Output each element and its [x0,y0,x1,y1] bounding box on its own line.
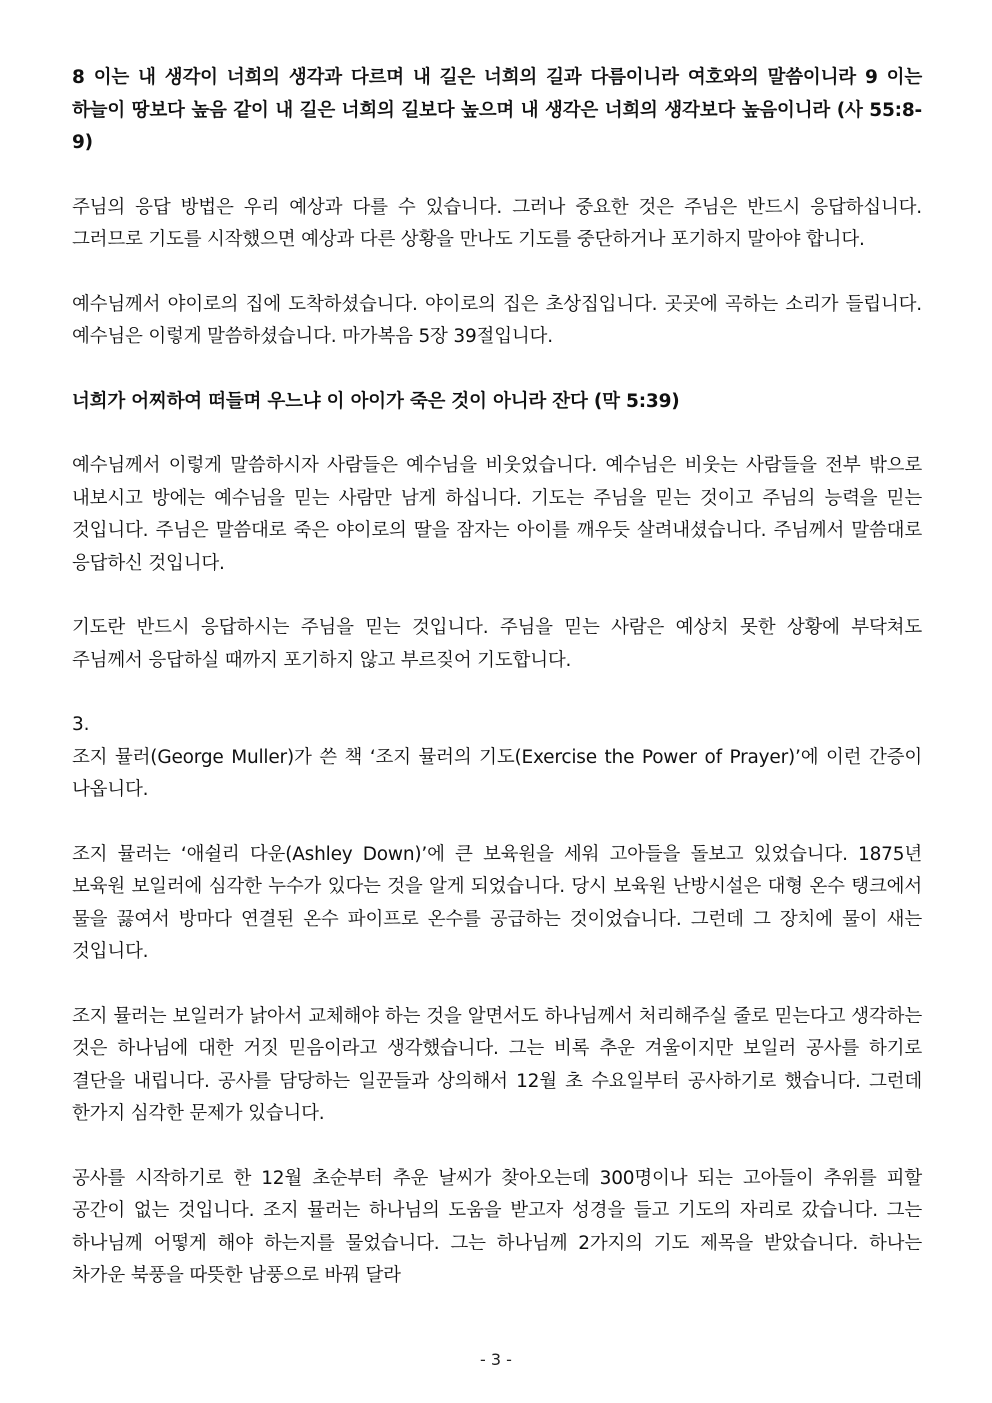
body-paragraph: 예수님께서 야이로의 집에 도착하셨습니다. 야이로의 집은 초상집입니다. 곳곳에 곡하는 소리가 들립니다. 예수님은 이렇게 말씀하셨습니다. 마가복음 5장 39절입니다. [72,293,922,347]
document-body [72,62,922,1325]
body-paragraph: 조지 뮬러는 ‘애쉴리 다운(Ashley Down)’에 큰 보육원을 세워 고아들을 돌보고 있었습니다. 1875년 보육원 보일러에 심각한 누수가 있다는 것을 알게 되었습니다. 당시 보육원 난방시설은 대형 온수 탱크에서 물을 끓여서 방마다 연결된 온수 파이프로 온수를 공급하는 것이었습니다. 그런데 그 장치에 물이 새는 것입니다. [72,843,922,962]
body-paragraph: 기도란 반드시 응답하시는 주님을 믿는 것입니다. 주님을 믿는 사람은 예상치 못한 상황에 부닥쳐도 주님께서 응답하실 때까지 포기하지 않고 부르짖어 기도합니다. [72,617,922,671]
page-number: - 3 - [480,1350,512,1369]
body-paragraph: 예수님께서 이렇게 말씀하시자 사람들은 예수님을 비웃었습니다. 예수님은 비웃는 사람들을 전부 밖으로 내보시고 방에는 예수님을 믿는 사람만 남게 하십니다. 기도는 주님을 믿는 것이고 주님의 능력을 믿는 것입니다. 주님은 말씀대로 죽은 야이로의 딸을 잠자는 아이를 깨우듯 살려내셨습니다. 주님께서 말씀대로 응답하신 것입니다. [72,455,922,574]
body-paragraph: 주님의 응답 방법은 우리 예상과 다를 수 있습니다. 그러나 중요한 것은 주님은 반드시 응답하십니다. 그러므로 기도를 시작했으면 예상과 다른 상황을 만나도 기도를 중단하거나 포기하지 말아야 합니다. [72,196,922,250]
scripture-quote-isaiah: 8 이는 내 생각이 너희의 생각과 다르며 내 길은 너희의 길과 다름이니라 여호와의 말씀이니라 9 이는 하늘이 땅보다 높음 같이 내 길은 너희의 길보다 높으며 내 생각은 너희의 생각보다 높음이니라 (사 55:8-9) [72,67,922,153]
section-text: 조지 뮬러(George Muller)가 쓴 책 ‘조지 뮬러의 기도(Exercise the Power of Prayer)’에 이런 간증이 나옵니다. [72,746,922,800]
scripture-quote-mark: 너희가 어찌하여 떠들며 우느냐 이 아이가 죽은 것이 아니라 잔다 (막 5:39) [72,390,680,412]
section-number: 3. [72,714,90,735]
body-paragraph: 공사를 시작하기로 한 12월 초순부터 추운 날씨가 찾아오는데 300명이나 되는 고아들이 추위를 피할 공간이 없는 것입니다. 조지 뮬러는 하나님의 도움을 받고자 성경을 들고 기도의 자리로 갔습니다. 그는 하나님께 어떻게 해야 하는지를 물었습니다. 그는 하나님께 2가지의 기도 제목을 받았습니다. 하나는 차가운 북풍을 따뜻한 남풍으로 바꿔 달라 [72,1167,922,1286]
body-paragraph: 조지 뮬러는 보일러가 낡아서 교체해야 하는 것을 알면서도 하나님께서 처리해주실 줄로 믿는다고 생각하는 것은 하나님에 대한 거짓 믿음이라고 생각했습니다. 그는 비록 추운 겨울이지만 보일러 공사를 하기로 결단을 내립니다. 공사를 담당하는 일꾼들과 상의해서 12월 초 수요일부터 공사하기로 했습니다. 그런데 한가지 심각한 문제가 있습니다. [72,1005,922,1124]
section-paragraph [72,709,922,807]
